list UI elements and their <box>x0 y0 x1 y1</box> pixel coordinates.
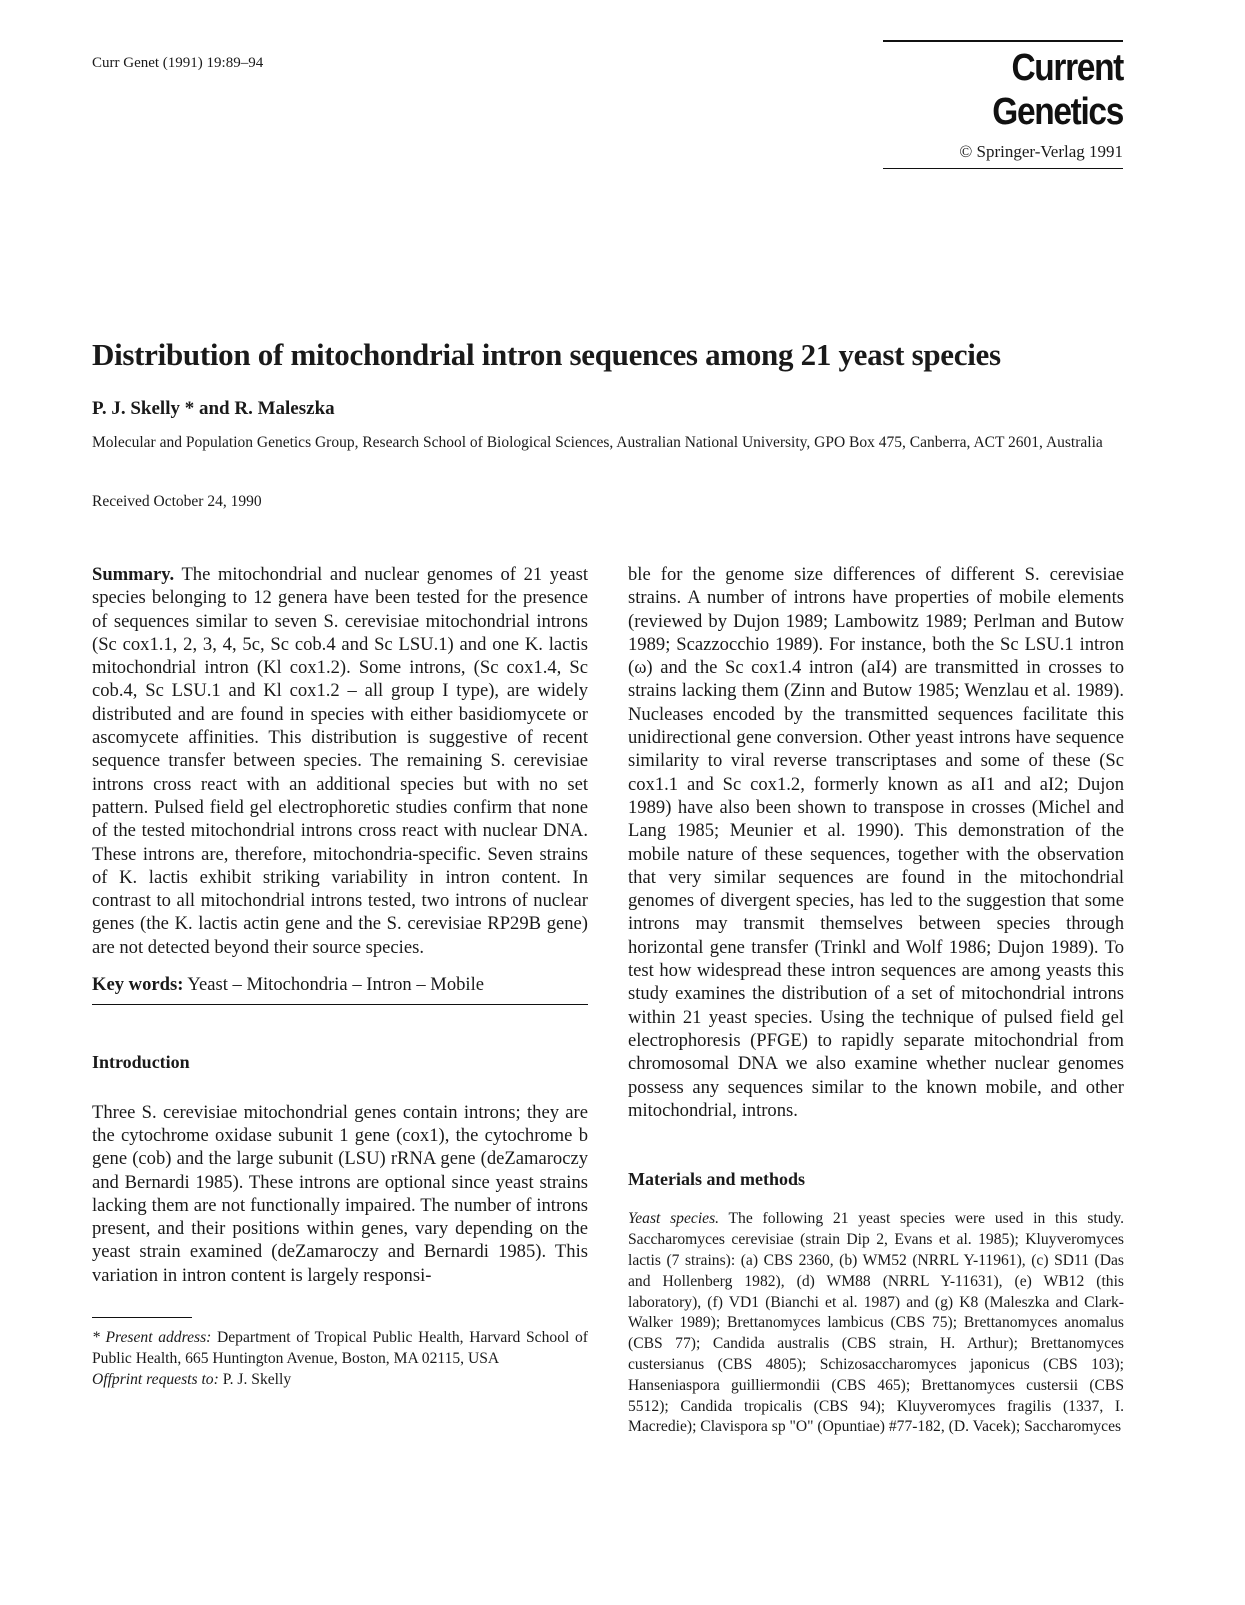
introduction-heading: Introduction <box>92 1052 190 1073</box>
left-column <box>92 563 588 1390</box>
summary-text: The mitochondrial and nuclear genomes of 21 yeast species belonging to 12 genera have been tested for the presence of sequences similar to seven S. cerevisiae mitochondrial introns (Sc cox1.1, 2, 3, 4, 5c, Sc cob.4 and Sc LSU.1) and one K. lactis mitochondrial intron (Kl cox1.2). Some introns, (Sc cox1.4, Sc cob.4, Sc LSU.1 and Kl cox1.2 – all group I type), are widely distributed and are found in species with either basidiomycete or ascomycete affinities. This distribution is suggestive of recent sequence transfer between species. The remaining S. cerevisiae introns cross react with an additional species but with no set pattern. Pulsed field gel electrophoretic studies confirm that none of the tested mitochondrial introns cross react with nuclear DNA. These introns are, therefore, mitochondria-specific. Seven strains of K. lactis exhibit striking variability in intron content. In contrast to all mitochondrial introns tested, two introns of nuclear genes (the K. lactis actin gene and the S. cerevisiae RP29B gene) are not detected beyond their source species. <box>92 564 588 958</box>
introduction-continued: ble for the genome size differences of different S. cerevisiae strains. A number of introns have properties of mobile elements (reviewed by Dujon 1989; Lambowitz 1989; Perlman and Butow 1989; Scazzocchio 1989). For instance, both the Sc LSU.1 intron (ω) and the Sc cox1.4 intron (aI4) are transmitted in crosses to strains lacking them (Zinn and Butow 1985; Wenzlau et al. 1989). Nucleases encoded by the transmitted sequences facilitate this unidirectional gene conversion. Other yeast introns have sequence similarity to viral reverse transcriptases and some of these (Sc cox1.1 and Sc cox1.2, formerly known as aI1 and aI2; Dujon 1989) have also been shown to transpose in crosses (Michel and Lang 1985; Meunier et al. 1990). This demonstration of the mobile nature of these sequences, together with the observation that very similar sequences are found in the mitochondrial genomes of divergent species, has led to the suggestion that some introns may transmit themselves between species through horizontal gene transfer (Trinkl and Wolf 1986; Dujon 1989). To test how widespread these intron sequences are among yeasts this study examines the distribution of a set of mitochondrial introns within 21 yeast species. Using the technique of pulsed field gel electrophoresis (PFGE) to rapidly separate mitochondrial from chromosomal DNA we also examine whether nuclear genomes possess any sequences similar to the known mobile, and other mitochondrial, introns. <box>628 564 1124 1121</box>
yeast-species-paragraph <box>628 1209 1124 1438</box>
received-date: Received October 24, 1990 <box>92 493 262 510</box>
yeast-species-label: Yeast species. <box>628 1210 720 1228</box>
keywords-label: Key words: <box>92 974 184 996</box>
masthead-top-rule <box>883 40 1123 42</box>
article-title: Distribution of mitochondrial intron sequences among 21 yeast species <box>92 337 1001 372</box>
journal-name: Current Genetics <box>992 47 1123 133</box>
journal-citation: Curr Genet (1991) 19:89–94 <box>92 55 264 71</box>
methods-heading: Materials and methods <box>628 1169 805 1190</box>
footnote-offprint <box>92 1370 588 1391</box>
right-column <box>628 563 1124 1438</box>
masthead-bottom-rule <box>883 168 1123 169</box>
summary-paragraph <box>92 563 588 959</box>
footnote-present-address <box>92 1328 588 1370</box>
journal-masthead <box>883 40 1123 169</box>
article-authors: P. J. Skelly * and R. Maleszka <box>92 398 335 419</box>
offprint-text: P. J. Skelly <box>222 1370 292 1388</box>
summary-label: Summary. <box>92 564 175 585</box>
copyright-notice: © Springer-Verlag 1991 <box>959 142 1123 161</box>
present-address-label: * Present address: <box>92 1329 212 1347</box>
present-address-text: Department of Tropical Public Health, Harvard School of Public Health, 665 Huntington Avenue, Boston, MA 02115, USA <box>92 1329 588 1367</box>
offprint-label: Offprint requests to: <box>92 1370 219 1388</box>
yeast-species-text: The following 21 yeast species were used in this study. Saccharomyces cerevisiae (strain Dip 2, Evans et al. 1985); Kluyveromyces lactis (7 strains): (a) CBS 2360, (b) WM52 (NRRL Y-11961), (c) SD11 (Das and Hollenberg 1982), (d) WM88 (NRRL Y-11631), (e) WB12 (this laboratory), (f) VD1 (Bianchi et al. 1987) and (g) K8 (Maleszka and Clark-Walker 1989); Brettanomyces lambicus (CBS 75); Brettanomyces anomalus (CBS 77); Candida australis (CBS strain, H. Arthur); Brettanomyces custersianus (CBS 4805); Schizosaccharomyces japonicus (CBS 103); Hanseniaspora guilliermondii (CBS 465); Brettanomyces custersii (CBS 5512); Candida tropicalis (CBS 94); Kluyveromyces fragilis (1337, I. Macredie); Clavispora sp "O" (Opuntiae) #77-182, (D. Vacek); Saccharomyces <box>628 1210 1124 1436</box>
author-affiliation: Molecular and Population Genetics Group, Research School of Biological Sciences, Australian National University, GPO Box 475, Canberra, ACT 2601, Australia <box>92 434 1103 451</box>
keywords-text: Yeast – Mitochondria – Intron – Mobile <box>187 974 485 996</box>
keywords-line <box>92 973 588 996</box>
introduction-text: Three S. cerevisiae mitochondrial genes contain introns; they are the cytochrome oxidase subunit 1 gene (cox1), the cytochrome b gene (cob) and the large subunit (LSU) rRNA gene (deZamaroczy and Bernardi 1985). These introns are optional since yeast strains lacking them are not functionally impaired. The number of introns present, and their positions within genes, vary depending on the yeast strain examined (deZamaroczy and Bernardi 1985). This variation in intron content is largely responsi- <box>92 1101 588 1286</box>
footnote-rule <box>92 1317 192 1318</box>
keywords-rule <box>92 1004 588 1005</box>
